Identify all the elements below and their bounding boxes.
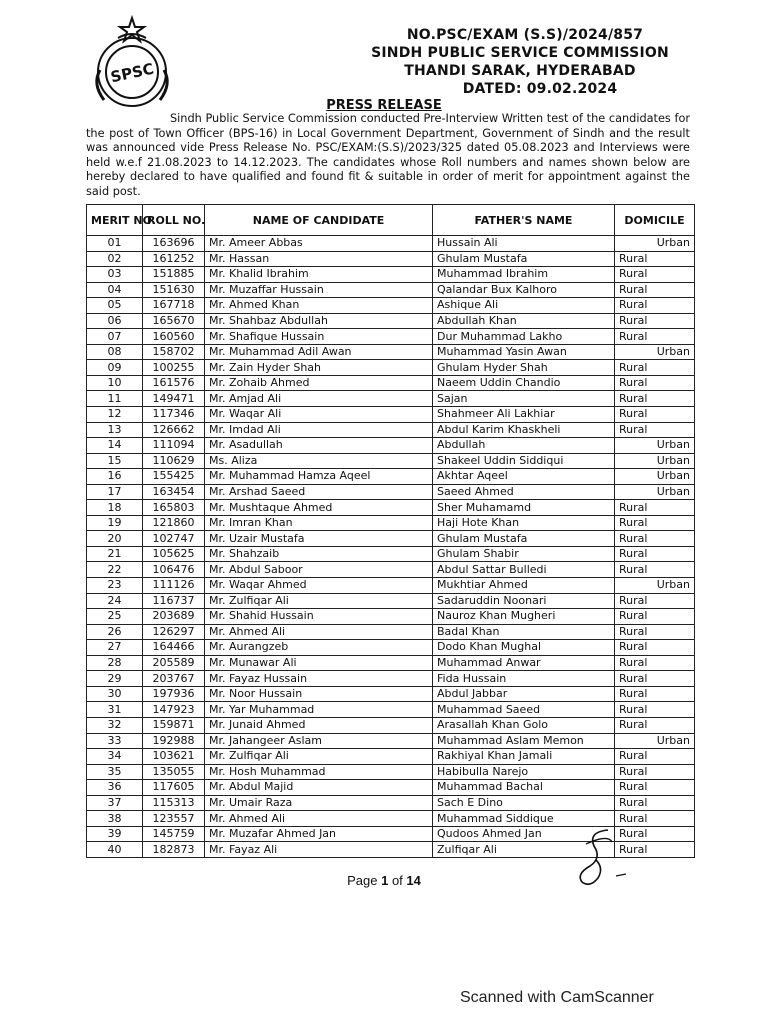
candidate-name-cell: Mr. Zulfiqar Ali: [205, 749, 433, 765]
table-row: [87, 578, 695, 594]
header-roll-no: ROLL NO.: [143, 205, 205, 236]
roll-no-cell: 161252: [143, 251, 205, 267]
father-name-cell: Nauroz Khan Mugheri: [433, 609, 615, 625]
father-name-cell: Muhammad Aslam Memon: [433, 733, 615, 749]
father-name-cell: Abdul Karim Khaskheli: [433, 422, 615, 438]
roll-no-cell: 167718: [143, 298, 205, 314]
domicile-cell: Urban: [615, 438, 695, 454]
candidate-name-cell: Mr. Khalid Ibrahim: [205, 267, 433, 283]
father-name-cell: Akhtar Aqeel: [433, 469, 615, 485]
merit-no-cell: 02: [87, 251, 143, 267]
table-row: [87, 546, 695, 562]
table-row: [87, 609, 695, 625]
roll-no-cell: 147923: [143, 702, 205, 718]
domicile-cell: Urban: [615, 733, 695, 749]
table-row: [87, 640, 695, 656]
roll-no-cell: 126297: [143, 624, 205, 640]
merit-list-table: [86, 204, 695, 858]
roll-no-cell: 151630: [143, 282, 205, 298]
roll-no-cell: 164466: [143, 640, 205, 656]
roll-no-cell: 145759: [143, 826, 205, 842]
roll-no-cell: 197936: [143, 686, 205, 702]
father-name-cell: Muhammad Anwar: [433, 655, 615, 671]
roll-no-cell: 158702: [143, 344, 205, 360]
candidate-name-cell: Mr. Asadullah: [205, 438, 433, 454]
candidate-name-cell: Mr. Imdad Ali: [205, 422, 433, 438]
domicile-cell: Rural: [615, 282, 695, 298]
father-name-cell: Qalandar Bux Kalhoro: [433, 282, 615, 298]
merit-no-cell: 31: [87, 702, 143, 718]
merit-no-cell: 17: [87, 484, 143, 500]
domicile-cell: Rural: [615, 749, 695, 765]
table-row: [87, 251, 695, 267]
father-name-cell: Ghulam Hyder Shah: [433, 360, 615, 376]
page-prefix: Page: [347, 873, 382, 888]
header-candidate-name: NAME OF CANDIDATE: [205, 205, 433, 236]
candidate-name-cell: Mr. Zohaib Ahmed: [205, 375, 433, 391]
father-name-cell: Ashique Ali: [433, 298, 615, 314]
roll-no-cell: 117346: [143, 407, 205, 423]
domicile-cell: Rural: [615, 826, 695, 842]
header-father-name: FATHER'S NAME: [433, 205, 615, 236]
merit-no-cell: 24: [87, 593, 143, 609]
merit-no-cell: 01: [87, 236, 143, 252]
merit-no-cell: 36: [87, 780, 143, 796]
domicile-cell: Rural: [615, 313, 695, 329]
candidate-name-cell: Mr. Amjad Ali: [205, 391, 433, 407]
candidate-name-cell: Mr. Muzaffar Hussain: [205, 282, 433, 298]
page-of: of: [388, 873, 407, 888]
father-name-cell: Abdul Sattar Bulledi: [433, 562, 615, 578]
merit-no-cell: 32: [87, 717, 143, 733]
domicile-cell: Rural: [615, 562, 695, 578]
table-row: [87, 686, 695, 702]
father-name-cell: Zulfiqar Ali: [433, 842, 615, 858]
table-row: [87, 702, 695, 718]
domicile-cell: Rural: [615, 702, 695, 718]
domicile-cell: Rural: [615, 686, 695, 702]
domicile-cell: Rural: [615, 422, 695, 438]
father-name-cell: Saeed Ahmed: [433, 484, 615, 500]
merit-no-cell: 19: [87, 515, 143, 531]
domicile-cell: Rural: [615, 795, 695, 811]
merit-no-cell: 26: [87, 624, 143, 640]
merit-no-cell: 29: [87, 671, 143, 687]
roll-no-cell: 110629: [143, 453, 205, 469]
roll-no-cell: 100255: [143, 360, 205, 376]
father-name-cell: Fida Hussain: [433, 671, 615, 687]
logo-text: SPSC: [109, 59, 156, 87]
merit-no-cell: 08: [87, 344, 143, 360]
candidate-name-cell: Mr. Muhammad Hamza Aqeel: [205, 469, 433, 485]
roll-no-cell: 163454: [143, 484, 205, 500]
current-page: 1: [381, 873, 389, 888]
domicile-cell: Urban: [615, 344, 695, 360]
candidate-name-cell: Mr. Ahmed Khan: [205, 298, 433, 314]
candidate-name-cell: Mr. Umair Raza: [205, 795, 433, 811]
letter-header: [330, 26, 710, 98]
table-row: [87, 438, 695, 454]
roll-no-cell: 102747: [143, 531, 205, 547]
father-name-cell: Naeem Uddin Chandio: [433, 375, 615, 391]
roll-no-cell: 155425: [143, 469, 205, 485]
domicile-cell: Urban: [615, 578, 695, 594]
father-name-cell: Habibulla Narejo: [433, 764, 615, 780]
organization-address: THANDI SARAK, HYDERABAD: [404, 63, 636, 79]
table-row: [87, 515, 695, 531]
roll-no-cell: 160560: [143, 329, 205, 345]
domicile-cell: Rural: [615, 515, 695, 531]
father-name-cell: Ghulam Shabir: [433, 546, 615, 562]
merit-no-cell: 30: [87, 686, 143, 702]
merit-no-cell: 03: [87, 267, 143, 283]
issue-date: DATED: 09.02.2024: [462, 81, 618, 97]
table-row: [87, 375, 695, 391]
merit-no-cell: 33: [87, 733, 143, 749]
merit-no-cell: 28: [87, 655, 143, 671]
father-name-cell: Mukhtiar Ahmed: [433, 578, 615, 594]
roll-no-cell: 115313: [143, 795, 205, 811]
merit-no-cell: 38: [87, 811, 143, 827]
merit-no-cell: 27: [87, 640, 143, 656]
table-row: [87, 733, 695, 749]
merit-no-cell: 12: [87, 407, 143, 423]
candidate-name-cell: Mr. Ahmed Ali: [205, 624, 433, 640]
roll-no-cell: 161576: [143, 375, 205, 391]
merit-no-cell: 05: [87, 298, 143, 314]
domicile-cell: Rural: [615, 811, 695, 827]
header-merit-no: MERIT NO.: [87, 205, 143, 236]
roll-no-cell: 203689: [143, 609, 205, 625]
domicile-cell: Rural: [615, 842, 695, 858]
candidate-name-cell: Mr. Hassan: [205, 251, 433, 267]
roll-no-cell: 116737: [143, 593, 205, 609]
father-name-cell: Badal Khan: [433, 624, 615, 640]
merit-no-cell: 13: [87, 422, 143, 438]
father-name-cell: Sher Muhamamd: [433, 500, 615, 516]
roll-no-cell: 103621: [143, 749, 205, 765]
father-name-cell: Dur Muhammad Lakho: [433, 329, 615, 345]
father-name-cell: Sadaruddin Noonari: [433, 593, 615, 609]
father-name-cell: Haji Hote Khan: [433, 515, 615, 531]
table-row: [87, 453, 695, 469]
table-row: [87, 749, 695, 765]
table-row: [87, 360, 695, 376]
father-name-cell: Sach E Dino: [433, 795, 615, 811]
header-domicile: DOMICILE: [615, 205, 695, 236]
father-name-cell: Ghulam Mustafa: [433, 531, 615, 547]
table-row: [87, 407, 695, 423]
candidate-name-cell: Mr. Ahmed Ali: [205, 811, 433, 827]
table-row: [87, 780, 695, 796]
father-name-cell: Shahmeer Ali Lakhiar: [433, 407, 615, 423]
table-row: [87, 298, 695, 314]
candidate-name-cell: Mr. Shahbaz Abdullah: [205, 313, 433, 329]
domicile-cell: Rural: [615, 671, 695, 687]
candidate-name-cell: Mr. Shafique Hussain: [205, 329, 433, 345]
merit-no-cell: 14: [87, 438, 143, 454]
table-row: [87, 531, 695, 547]
roll-no-cell: 106476: [143, 562, 205, 578]
press-release-title: PRESS RELEASE: [326, 98, 442, 113]
candidate-name-cell: Mr. Hosh Muhammad: [205, 764, 433, 780]
domicile-cell: Rural: [615, 640, 695, 656]
merit-no-cell: 35: [87, 764, 143, 780]
roll-no-cell: 135055: [143, 764, 205, 780]
table-row: [87, 624, 695, 640]
father-name-cell: Abdullah Khan: [433, 313, 615, 329]
merit-no-cell: 04: [87, 282, 143, 298]
candidate-name-cell: Mr. Shahid Hussain: [205, 609, 433, 625]
domicile-cell: Rural: [615, 267, 695, 283]
domicile-cell: Rural: [615, 780, 695, 796]
merit-no-cell: 11: [87, 391, 143, 407]
table-row: [87, 236, 695, 252]
candidate-name-cell: Mr. Abdul Saboor: [205, 562, 433, 578]
father-name-cell: Ghulam Mustafa: [433, 251, 615, 267]
candidate-name-cell: Mr. Fayaz Ali: [205, 842, 433, 858]
domicile-cell: Rural: [615, 407, 695, 423]
domicile-cell: Rural: [615, 593, 695, 609]
domicile-cell: Rural: [615, 360, 695, 376]
table-row: [87, 795, 695, 811]
father-name-cell: Muhammad Yasin Awan: [433, 344, 615, 360]
table-row: [87, 422, 695, 438]
table-row: [87, 469, 695, 485]
candidate-name-cell: Mr. Imran Khan: [205, 515, 433, 531]
table-row: [87, 484, 695, 500]
merit-no-cell: 37: [87, 795, 143, 811]
domicile-cell: Rural: [615, 375, 695, 391]
domicile-cell: Urban: [615, 484, 695, 500]
father-name-cell: Muhammad Bachal: [433, 780, 615, 796]
merit-no-cell: 34: [87, 749, 143, 765]
candidate-name-cell: Mr. Zain Hyder Shah: [205, 360, 433, 376]
domicile-cell: Rural: [615, 329, 695, 345]
table-row: [87, 391, 695, 407]
candidate-name-cell: Mr. Muhammad Adil Awan: [205, 344, 433, 360]
domicile-cell: Rural: [615, 764, 695, 780]
domicile-cell: Urban: [615, 453, 695, 469]
father-name-cell: Abdullah: [433, 438, 615, 454]
table-row: [87, 562, 695, 578]
roll-no-cell: 111094: [143, 438, 205, 454]
candidate-name-cell: Ms. Aliza: [205, 453, 433, 469]
table-row: [87, 593, 695, 609]
domicile-cell: Rural: [615, 251, 695, 267]
candidate-name-cell: Mr. Ameer Abbas: [205, 236, 433, 252]
roll-no-cell: 126662: [143, 422, 205, 438]
domicile-cell: Urban: [615, 236, 695, 252]
camscanner-watermark: Scanned with CamScanner: [460, 989, 654, 1006]
total-pages: 14: [406, 873, 421, 888]
roll-no-cell: 111126: [143, 578, 205, 594]
domicile-cell: Rural: [615, 546, 695, 562]
candidate-name-cell: Mr. Muzafar Ahmed Jan: [205, 826, 433, 842]
domicile-cell: Rural: [615, 717, 695, 733]
roll-no-cell: 182873: [143, 842, 205, 858]
father-name-cell: Arasallah Khan Golo: [433, 717, 615, 733]
table-row: [87, 282, 695, 298]
table-row: [87, 267, 695, 283]
candidate-name-cell: Mr. Aurangzeb: [205, 640, 433, 656]
roll-no-cell: 159871: [143, 717, 205, 733]
roll-no-cell: 151885: [143, 267, 205, 283]
table-row: [87, 717, 695, 733]
candidate-name-cell: Mr. Junaid Ahmed: [205, 717, 433, 733]
table-row: [87, 671, 695, 687]
roll-no-cell: 192988: [143, 733, 205, 749]
father-name-cell: Abdul Jabbar: [433, 686, 615, 702]
candidate-name-cell: Mr. Noor Hussain: [205, 686, 433, 702]
domicile-cell: Rural: [615, 655, 695, 671]
merit-no-cell: 21: [87, 546, 143, 562]
merit-no-cell: 40: [87, 842, 143, 858]
father-name-cell: Muhammad Saeed: [433, 702, 615, 718]
roll-no-cell: 105625: [143, 546, 205, 562]
merit-no-cell: 10: [87, 375, 143, 391]
merit-no-cell: 39: [87, 826, 143, 842]
roll-no-cell: 163696: [143, 236, 205, 252]
domicile-cell: Rural: [615, 298, 695, 314]
domicile-cell: Rural: [615, 531, 695, 547]
table-row: [87, 313, 695, 329]
roll-no-cell: 117605: [143, 780, 205, 796]
table-row: [87, 344, 695, 360]
domicile-cell: Rural: [615, 609, 695, 625]
roll-no-cell: 149471: [143, 391, 205, 407]
father-name-cell: Hussain Ali: [433, 236, 615, 252]
merit-no-cell: 06: [87, 313, 143, 329]
roll-no-cell: 205589: [143, 655, 205, 671]
candidate-name-cell: Mr. Yar Muhammad: [205, 702, 433, 718]
merit-no-cell: 09: [87, 360, 143, 376]
table-header-row: [87, 205, 695, 236]
organization-name: SINDH PUBLIC SERVICE COMMISSION: [371, 45, 669, 61]
candidate-name-cell: Mr. Shahzaib: [205, 546, 433, 562]
roll-no-cell: 203767: [143, 671, 205, 687]
candidate-name-cell: Mr. Abdul Majid: [205, 780, 433, 796]
merit-no-cell: 07: [87, 329, 143, 345]
merit-no-cell: 16: [87, 469, 143, 485]
intro-paragraph: Sindh Public Service Commission conducted Pre-Interview Written test of the candidates for the post of Town Officer (BPS-16) in Local Government Department, Government of Sindh and the result was announced vide Press Release No. PSC/EXAM:(S.S)/2023/325 dated 05.08.2023 and Interviews were held w.e.f 21.08.2023 to 14.12.2023. The candidates whose Roll numbers and names shown below are hereby declared to have qualified and found fit & suitable in order of merit for appointment against the said post.: [86, 112, 690, 198]
candidate-name-cell: Mr. Waqar Ali: [205, 407, 433, 423]
domicile-cell: Rural: [615, 624, 695, 640]
table-row: [87, 764, 695, 780]
domicile-cell: Urban: [615, 469, 695, 485]
candidate-name-cell: Mr. Mushtaque Ahmed: [205, 500, 433, 516]
merit-no-cell: 15: [87, 453, 143, 469]
reference-number: NO.PSC/EXAM (S.S)/2024/857: [406, 27, 644, 43]
candidate-name-cell: Mr. Zulfiqar Ali: [205, 593, 433, 609]
table-row: [87, 500, 695, 516]
candidate-name-cell: Mr. Fayaz Hussain: [205, 671, 433, 687]
page-indicator: [0, 873, 768, 888]
roll-no-cell: 121860: [143, 515, 205, 531]
domicile-cell: Rural: [615, 500, 695, 516]
father-name-cell: Dodo Khan Mughal: [433, 640, 615, 656]
father-name-cell: Qudoos Ahmed Jan: [433, 826, 615, 842]
merit-table-body: [87, 236, 695, 858]
candidate-name-cell: Mr. Arshad Saeed: [205, 484, 433, 500]
candidate-name-cell: Mr. Munawar Ali: [205, 655, 433, 671]
candidate-name-cell: Mr. Waqar Ahmed: [205, 578, 433, 594]
merit-no-cell: 25: [87, 609, 143, 625]
merit-no-cell: 20: [87, 531, 143, 547]
roll-no-cell: 165670: [143, 313, 205, 329]
father-name-cell: Shakeel Uddin Siddiqui: [433, 453, 615, 469]
father-name-cell: Muhammad Ibrahim: [433, 267, 615, 283]
candidate-name-cell: Mr. Jahangeer Aslam: [205, 733, 433, 749]
roll-no-cell: 123557: [143, 811, 205, 827]
merit-no-cell: 22: [87, 562, 143, 578]
domicile-cell: Rural: [615, 391, 695, 407]
merit-no-cell: 18: [87, 500, 143, 516]
father-name-cell: Rakhiyal Khan Jamali: [433, 749, 615, 765]
roll-no-cell: 165803: [143, 500, 205, 516]
father-name-cell: Muhammad Siddique: [433, 811, 615, 827]
table-row: [87, 329, 695, 345]
table-row: [87, 655, 695, 671]
merit-no-cell: 23: [87, 578, 143, 594]
father-name-cell: Sajan: [433, 391, 615, 407]
candidate-name-cell: Mr. Uzair Mustafa: [205, 531, 433, 547]
